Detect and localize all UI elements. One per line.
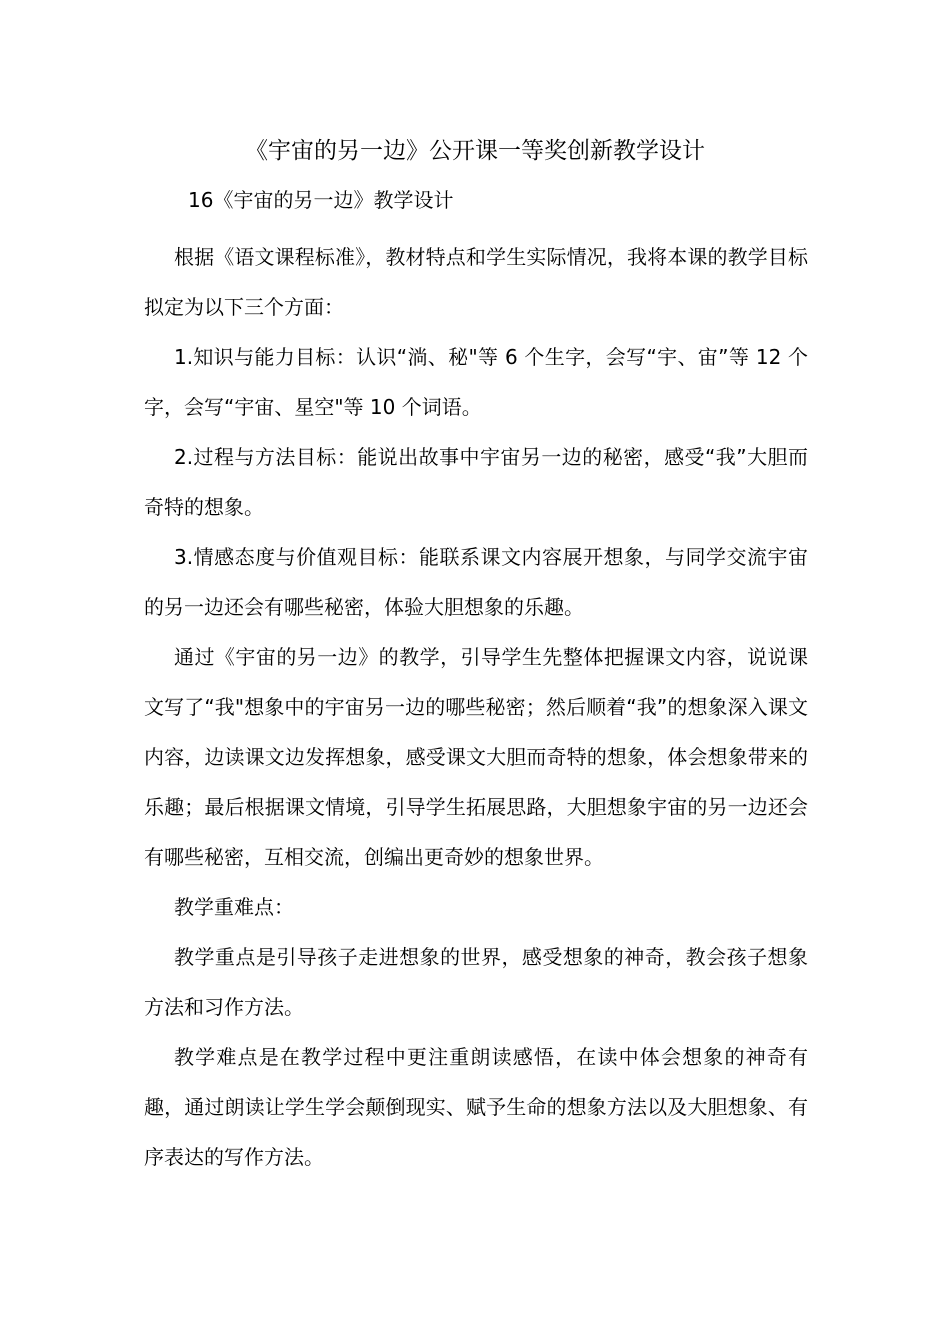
paragraph-teaching-approach: 通过《宇宙的另一边》的教学，引导学生先整体把握课文内容，说说课文写了“我"想象中的宇宙另一边的哪些秘密；然后顺着“我”的想象深入课文内容，边读课文边发挥想象，感受课文大胆而奇特的想象，体会想象带来的乐趣；最后根据课文情境，引导学生拓展思路，大胆想象宇宙的另一边还会有哪些秘密，互相交流，创编出更奇妙的想象世界。 (144, 645, 808, 869)
document-subtitle: 16《宇宙的另一边》教学设计 (188, 188, 454, 212)
paragraph-difficult-point: 教学难点是在教学过程中更注重朗读感悟，在读中体会想象的神奇有趣，通过朗读让学生学会颠倒现实、赋予生命的想象方法以及大胆想象、有序表达的写作方法。 (144, 1045, 808, 1169)
paragraph-key-points-heading: 教学重难点： (174, 895, 294, 919)
document-body (144, 232, 808, 1182)
document-title: 《宇宙的另一边》公开课一等奖创新教学设计 (245, 138, 705, 164)
paragraph-goal-knowledge: 1.知识与能力目标：认识“淌、秘"等 6 个生字，会写“宇、宙”等 12 个字，会写“宇宙、星空"等 10 个词语。 (144, 345, 808, 419)
paragraph-goal-emotion: 3.情感态度与价值观目标：能联系课文内容展开想象，与同学交流宇宙的另一边还会有哪些秘密，体验大胆想象的乐趣。 (144, 545, 808, 619)
paragraph-intro: 根据《语文课程标准》，教材特点和学生实际情况，我将本课的教学目标拟定为以下三个方面： (144, 245, 808, 319)
paragraph-key-point: 教学重点是引导孩子走进想象的世界，感受想象的神奇，教会孩子想象方法和习作方法。 (144, 945, 808, 1019)
paragraph-goal-process: 2.过程与方法目标：能说出故事中宇宙另一边的秘密，感受“我”大胆而奇特的想象。 (144, 445, 808, 519)
